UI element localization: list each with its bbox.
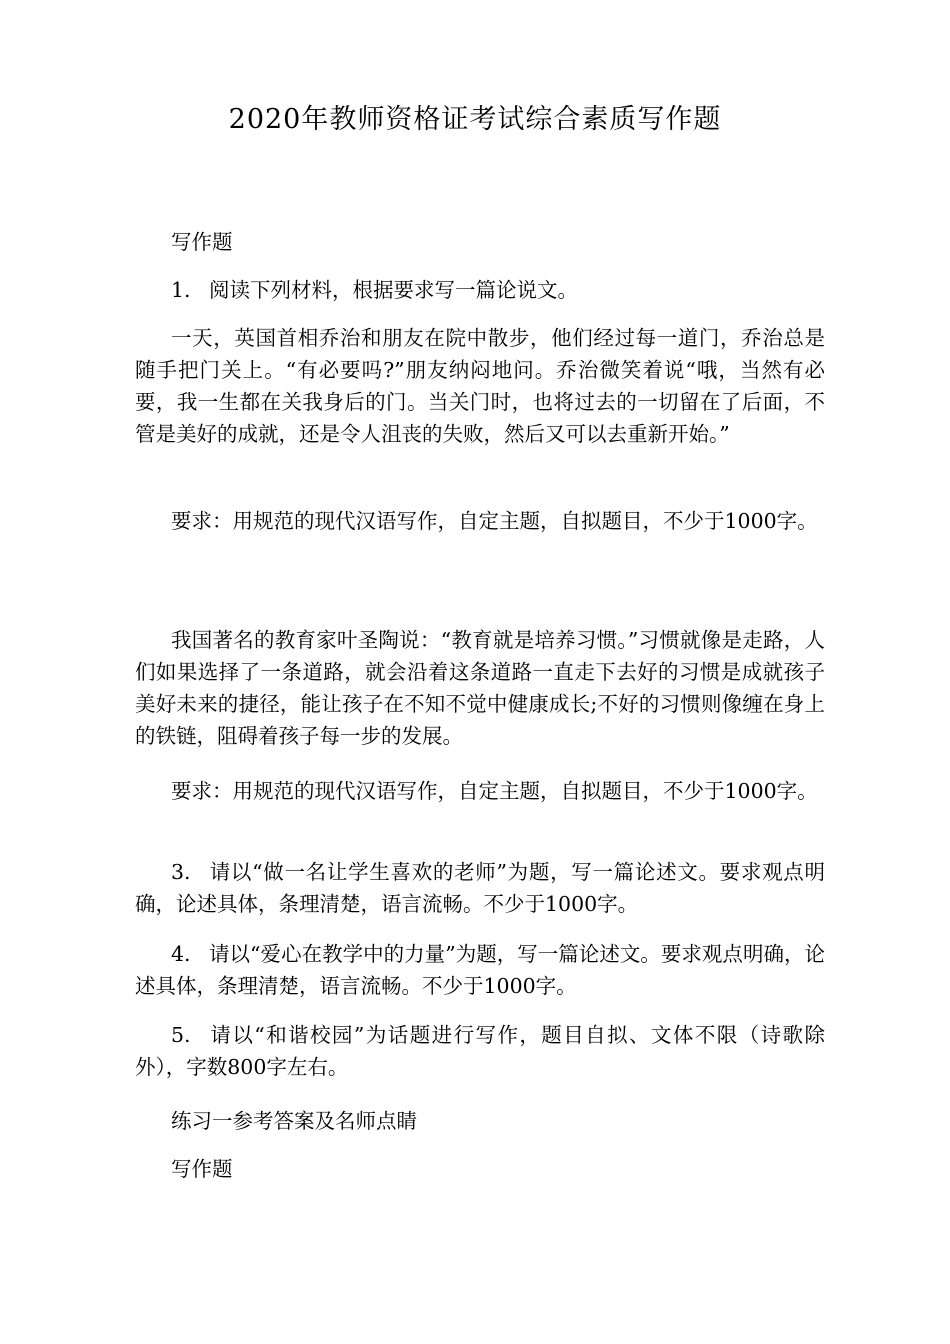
question-3 [135,856,825,920]
question-1-prompt [135,274,825,306]
section-heading: 写作题 [171,230,233,254]
answers-heading: 练习一参考答案及名师点睛 [171,1109,417,1133]
question-1-requirement: 要求：用规范的现代汉语写作，自定主题，自拟题目，不少于1000字。 [171,509,818,533]
question-3-text: 请以“做一名让学生喜欢的老师”为题，写一篇论述文。要求观点明确，论述具体，条理清楚，语言流畅。不少于1000字。 [135,860,825,916]
question-1-number: 1. [171,278,191,302]
question-1-material: 一天，英国首相乔治和朋友在院中散步，他们经过每一道门，乔治总是随手把门关上。“有必要吗?”朋友纳闷地问。乔治微笑着说“哦，当然有必要，我一生都在关我身后的门。当关门时，也将过去的一切留在了后面，不管是美好的成就，还是令人沮丧的失败，然后又可以去重新开始。” [135,326,825,446]
question-3-number: 3. [171,860,191,884]
question-5-text: 请以“和谐校园”为话题进行写作，题目自拟、文体不限（诗歌除外），字数800字左右。 [135,1023,825,1079]
question-4-text: 请以“爱心在教学中的力量”为题，写一篇论述文。要求观点明确，论述具体，条理清楚，语言流畅。不少于1000字。 [135,942,825,998]
question-2-material: 我国著名的教育家叶圣陶说：“教育就是培养习惯。”习惯就像是走路，人们如果选择了一条道路，就会沿着这条道路一直走下去好的习惯是成就孩子美好未来的捷径，能让孩子在不知不觉中健康成长;不好的习惯则像缠在身上的铁链，阻碍着孩子每一步的发展。 [135,628,825,748]
question-5 [135,1019,825,1083]
question-4 [135,938,825,1002]
answers-subheading: 写作题 [171,1157,233,1181]
question-2-requirement: 要求：用规范的现代汉语写作，自定主题，自拟题目，不少于1000字。 [171,779,818,803]
question-4-number: 4. [171,942,191,966]
question-1-prompt-text: 阅读下列材料，根据要求写一篇论说文。 [209,278,578,302]
document-title: 2020年教师资格证考试综合素质写作题 [228,104,722,135]
question-5-number: 5. [171,1023,191,1047]
